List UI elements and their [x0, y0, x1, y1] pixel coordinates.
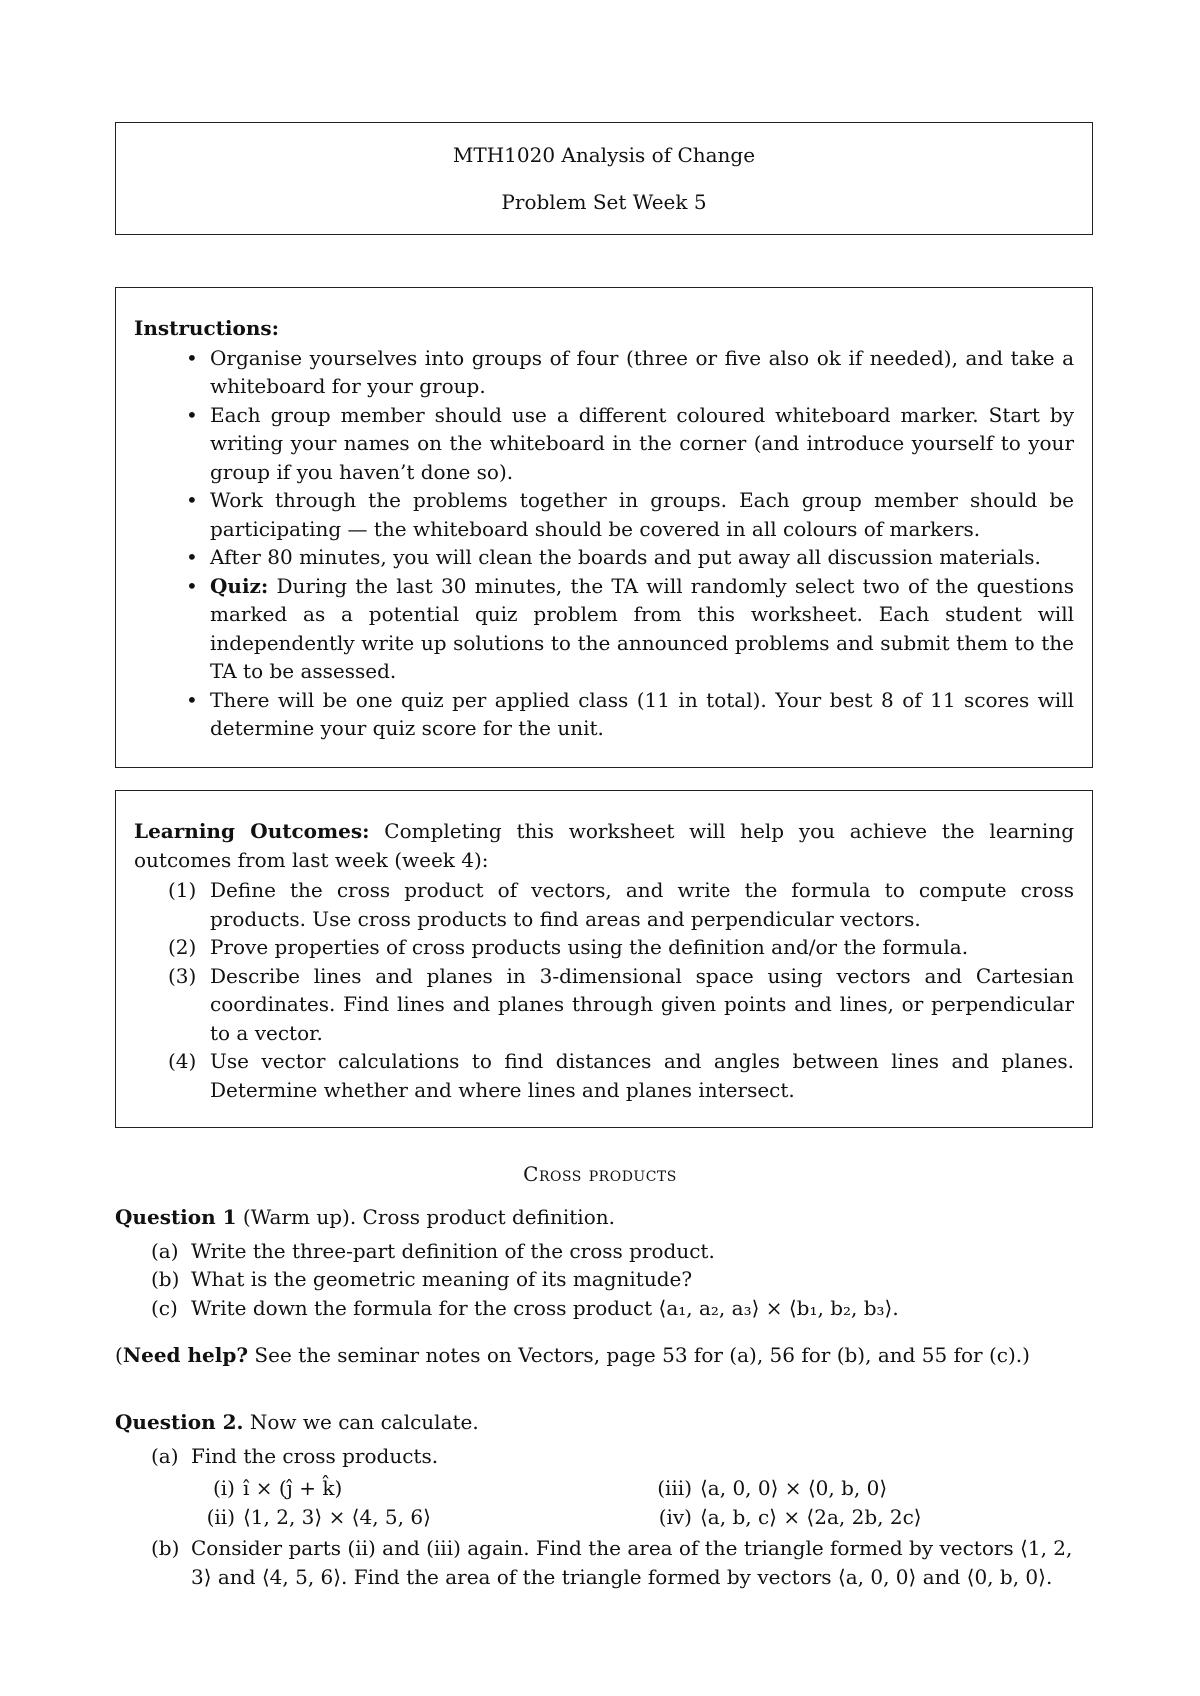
question-2-title: Now we can calculate.	[249, 1410, 479, 1434]
question-1-parts	[115, 1237, 1093, 1323]
learning-outcomes-intro-text: Completing this worksheet will help you achieve the learning outcomes from last week (week 4):	[134, 819, 1075, 872]
section-title: Cross products	[523, 1162, 677, 1186]
learning-outcome-item	[168, 962, 1074, 1048]
instruction-item-quiz	[210, 572, 1074, 686]
subpart	[191, 1474, 648, 1503]
learning-outcomes-box	[115, 790, 1093, 1128]
subpart	[648, 1474, 1048, 1503]
subpart-expr: ⟨1, 2, 3⟩ × ⟨4, 5, 6⟩	[243, 1504, 431, 1529]
quiz-text: During the last 30 minutes, the TA will randomly select two of the questions marked as a potential quiz problem from this worksheet. Each student will independently write up solutions to the announced problems and submit them to the TA to be assessed.	[210, 573, 1075, 683]
instruction-item: • There will be one quiz per applied class (11 in total). Your best 8 of 11 scores will determine your quiz score for the unit.	[210, 686, 1074, 743]
learning-outcomes-intro	[134, 817, 1074, 874]
part-text: Write down the formula for the cross product ⟨a₁, a₂, a₃⟩ × ⟨b₁, b₂, b₃⟩.	[191, 1295, 899, 1320]
part-label: (b)	[151, 1267, 180, 1291]
subparts-grid	[191, 1474, 1093, 1531]
question-part	[151, 1237, 1093, 1266]
need-help-open: (	[115, 1343, 123, 1367]
instructions-box	[115, 287, 1093, 768]
outcome-text: Use vector calculations to find distances and angles between lines and planes. Determine whether and where lines and planes intersect.	[210, 1049, 1074, 1102]
learning-outcome-item	[168, 876, 1074, 933]
need-help-text: See the seminar notes on Vectors, page 53 for (a), 56 for (b), and 55 for (c).)	[248, 1343, 1030, 1367]
subpart-expr: ⟨a, b, c⟩ × ⟨2a, 2b, 2c⟩	[700, 1504, 922, 1529]
part-label: (c)	[151, 1295, 178, 1320]
instructions-list	[134, 344, 1074, 743]
outcome-text: Define the cross product of vectors, and write the formula to compute cross products. Use cross products to find areas and perpendicular vectors.	[210, 878, 1074, 931]
question-1-label: Question 1	[115, 1205, 237, 1229]
part-label: (b)	[151, 1536, 180, 1560]
learning-outcomes-heading: Learning Outcomes:	[134, 819, 370, 843]
subpart	[648, 1503, 1048, 1532]
question-part	[151, 1534, 1093, 1591]
instructions-heading: Instructions:	[134, 316, 280, 340]
subpart-label: (ii)	[206, 1504, 235, 1529]
subpart-label: (iii)	[657, 1476, 692, 1500]
need-help-note	[115, 1341, 1093, 1370]
question-part	[151, 1265, 1093, 1294]
part-text: What is the geometric meaning of its magnitude?	[191, 1267, 693, 1291]
instruction-item: • Organise yourselves into groups of four (three or five also ok if needed), and take a whiteboard for your group.	[210, 344, 1074, 401]
subpart-label: (i)	[212, 1476, 235, 1500]
outcome-text: Describe lines and planes in 3-dimensional space using vectors and Cartesian coordinates. Find lines and planes through given points and lines, or perpendicular to a vector.	[210, 963, 1074, 1045]
question-2-parts	[115, 1442, 1093, 1592]
title-box	[115, 122, 1093, 235]
question-1-header	[115, 1203, 1093, 1232]
part-label: (a)	[151, 1443, 179, 1468]
part-text: Write the three-part definition of the cross product.	[191, 1238, 715, 1263]
outcome-number: (3)	[168, 963, 197, 988]
course-title: MTH1020 Analysis of Change	[452, 143, 756, 167]
part-text: Consider parts (ii) and (iii) again. Find the area of the triangle formed by vectors ⟨1, 2, 3⟩ and ⟨4, 5, 6⟩. Find the area of the triangle formed by vectors ⟨a, 0, 0⟩ and ⟨0, b, 0⟩.	[191, 1536, 1073, 1589]
question-part	[151, 1294, 1093, 1323]
question-2	[115, 1408, 1093, 1591]
part-label: (a)	[151, 1238, 179, 1263]
subpart-expr: î × (ĵ + k̂)	[243, 1476, 343, 1500]
question-1-title: (Warm up). Cross product definition.	[242, 1205, 615, 1229]
learning-outcome-item	[168, 933, 1074, 962]
outcome-text: Prove properties of cross products using the definition and/or the formula.	[210, 935, 969, 959]
question-2-label: Question 2.	[115, 1410, 244, 1434]
problem-set-title: Problem Set Week 5	[501, 190, 707, 214]
outcome-number: (2)	[168, 935, 197, 959]
need-help-label: Need help?	[122, 1343, 249, 1367]
question-1	[115, 1203, 1093, 1322]
outcome-number: (1)	[168, 878, 197, 902]
subpart	[191, 1503, 648, 1532]
learning-outcome-item	[168, 1047, 1074, 1104]
outcome-number: (4)	[168, 1049, 197, 1073]
question-2-header	[115, 1408, 1093, 1437]
part-text: Find the cross products.	[191, 1443, 439, 1468]
quiz-label: Quiz:	[210, 573, 269, 598]
subpart-expr: ⟨a, 0, 0⟩ × ⟨0, b, 0⟩	[700, 1476, 888, 1500]
learning-outcomes-list	[134, 876, 1074, 1104]
instruction-item: • After 80 minutes, you will clean the boards and put away all discussion materials.	[210, 543, 1074, 572]
question-part	[151, 1442, 1093, 1532]
instruction-item: • Each group member should use a different coloured whiteboard marker. Start by writing your names on the whiteboard in the corner (and introduce yourself to your group if you haven’t done so).	[210, 401, 1074, 487]
subpart-label: (iv)	[658, 1504, 692, 1529]
instruction-item: • Work through the problems together in groups. Each group member should be participating — the whiteboard should be covered in all colours of markers.	[210, 486, 1074, 543]
